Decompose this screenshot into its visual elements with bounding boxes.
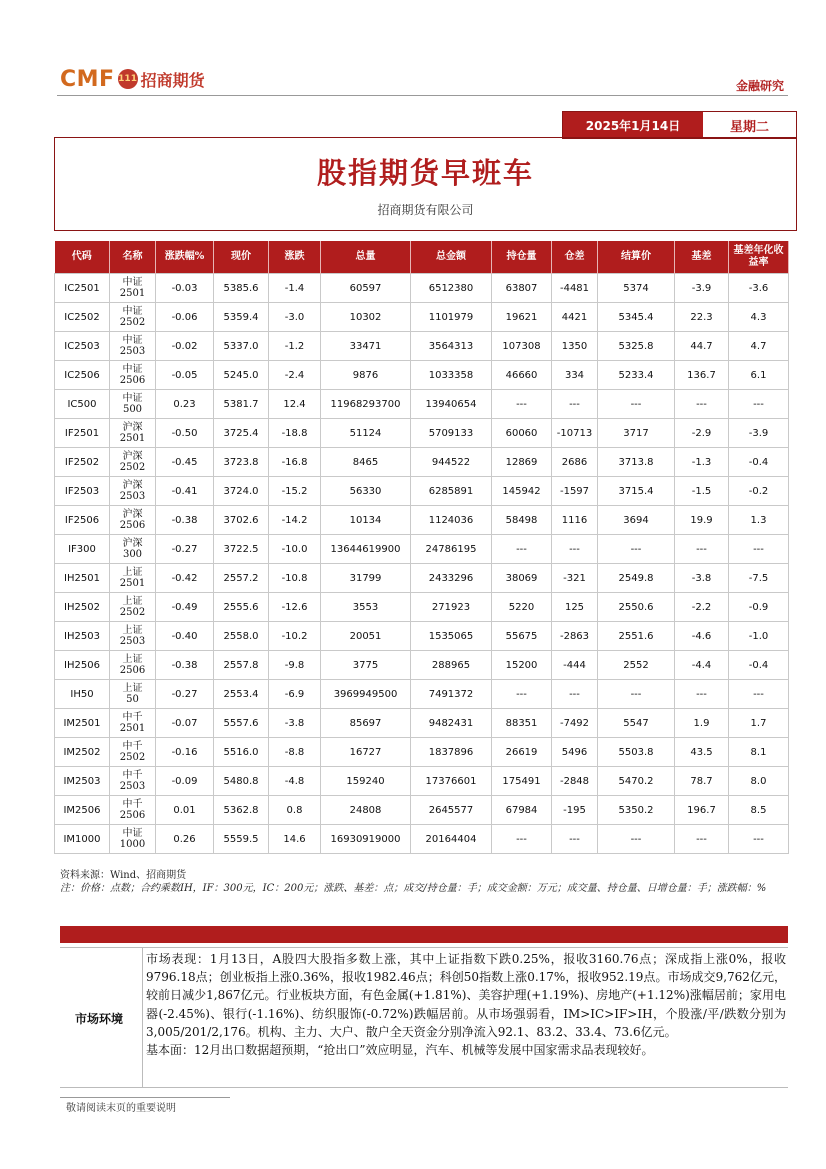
table-cell: 3724.0	[214, 477, 269, 506]
table-cell: -2.2	[675, 593, 729, 622]
table-cell: 44.7	[675, 332, 729, 361]
table-row	[55, 564, 789, 593]
table-cell: -0.45	[156, 448, 214, 477]
table-cell: ---	[729, 535, 789, 564]
table-cell: 107308	[492, 332, 552, 361]
table-cell: ---	[492, 390, 552, 419]
table-cell: 5516.0	[214, 738, 269, 767]
table-cell: 19621	[492, 303, 552, 332]
column-header: 基差	[675, 241, 729, 274]
table-row	[55, 303, 789, 332]
table-cell: -7492	[552, 709, 598, 738]
table-cell: 13940654	[411, 390, 492, 419]
table-cell: ---	[675, 535, 729, 564]
table-cell: IF2503	[55, 477, 110, 506]
table-cell: -0.41	[156, 477, 214, 506]
table-row	[55, 419, 789, 448]
table-cell: -14.2	[269, 506, 321, 535]
table-cell: 8.5	[729, 796, 789, 825]
table-cell: ---	[552, 680, 598, 709]
table-cell: 288965	[411, 651, 492, 680]
table-row	[55, 593, 789, 622]
table-cell: 上证 2506	[110, 651, 156, 680]
table-cell: 5233.4	[598, 361, 675, 390]
table-cell: -3.8	[675, 564, 729, 593]
column-header: 代码	[55, 241, 110, 274]
company-logo	[60, 64, 205, 94]
table-cell: -0.05	[156, 361, 214, 390]
table-cell: 2550.6	[598, 593, 675, 622]
table-cell: 16727	[321, 738, 411, 767]
table-cell: -1.0	[729, 622, 789, 651]
table-cell: 3717	[598, 419, 675, 448]
table-cell: IH2501	[55, 564, 110, 593]
table-cell: 中证 500	[110, 390, 156, 419]
table-cell: -0.27	[156, 535, 214, 564]
futures-table	[54, 241, 789, 854]
table-cell: 31799	[321, 564, 411, 593]
table-cell: 5337.0	[214, 332, 269, 361]
table-cell: 1535065	[411, 622, 492, 651]
table-cell: -0.50	[156, 419, 214, 448]
env-top-rule	[60, 947, 788, 948]
table-cell: 5220	[492, 593, 552, 622]
table-cell: 7491372	[411, 680, 492, 709]
table-cell: -1.3	[675, 448, 729, 477]
table-cell: 5350.2	[598, 796, 675, 825]
table-cell: 56330	[321, 477, 411, 506]
table-cell: 13644619900	[321, 535, 411, 564]
table-cell: 88351	[492, 709, 552, 738]
table-cell: IH2502	[55, 593, 110, 622]
table-cell: 2551.6	[598, 622, 675, 651]
table-cell: 上证 50	[110, 680, 156, 709]
table-cell: 3715.4	[598, 477, 675, 506]
table-cell: 196.7	[675, 796, 729, 825]
table-cell: 5345.4	[598, 303, 675, 332]
table-cell: 46660	[492, 361, 552, 390]
table-row	[55, 796, 789, 825]
table-cell: 0.23	[156, 390, 214, 419]
logo-cn-text: 招商期货	[140, 70, 205, 90]
table-cell: ---	[492, 825, 552, 854]
table-cell: IC500	[55, 390, 110, 419]
table-cell: 上证 2503	[110, 622, 156, 651]
table-cell: ---	[492, 535, 552, 564]
column-header: 总金额	[411, 241, 492, 274]
table-cell: -10.2	[269, 622, 321, 651]
table-cell: ---	[729, 390, 789, 419]
table-cell: 17376601	[411, 767, 492, 796]
column-header: 名称	[110, 241, 156, 274]
table-cell: -4.6	[675, 622, 729, 651]
table-cell: IC2503	[55, 332, 110, 361]
table-cell: 2433296	[411, 564, 492, 593]
table-cell: 5381.7	[214, 390, 269, 419]
table-cell: -12.6	[269, 593, 321, 622]
table-cell: 3553	[321, 593, 411, 622]
table-cell: 4.7	[729, 332, 789, 361]
table-cell: 2645577	[411, 796, 492, 825]
table-cell: 3564313	[411, 332, 492, 361]
table-cell: ---	[552, 535, 598, 564]
table-cell: ---	[598, 535, 675, 564]
table-cell: 1.3	[729, 506, 789, 535]
table-cell: 2557.8	[214, 651, 269, 680]
table-cell: IF2506	[55, 506, 110, 535]
table-cell: 中证 2501	[110, 274, 156, 303]
table-cell: 3713.8	[598, 448, 675, 477]
table-cell: IC2506	[55, 361, 110, 390]
table-cell: 中证 1000	[110, 825, 156, 854]
column-header: 仓差	[552, 241, 598, 274]
table-cell: 1350	[552, 332, 598, 361]
table-cell: -0.09	[156, 767, 214, 796]
table-cell: 5503.8	[598, 738, 675, 767]
table-cell: 5470.2	[598, 767, 675, 796]
table-cell: -0.38	[156, 651, 214, 680]
fundamentals-paragraph: 基本面：12月出口数据超预期，“抢出口”效应明显，汽车、机械等发展中国家需求品表现较好。	[146, 1043, 654, 1058]
table-cell: 145942	[492, 477, 552, 506]
table-cell: 沪深 2503	[110, 477, 156, 506]
table-cell: 1.7	[729, 709, 789, 738]
table-cell: -0.07	[156, 709, 214, 738]
table-cell: 85697	[321, 709, 411, 738]
table-cell: -0.40	[156, 622, 214, 651]
table-cell: 15200	[492, 651, 552, 680]
table-cell: -0.06	[156, 303, 214, 332]
table-cell: -0.38	[156, 506, 214, 535]
table-cell: 19.9	[675, 506, 729, 535]
table-cell: ---	[729, 680, 789, 709]
table-cell: 4421	[552, 303, 598, 332]
table-row	[55, 506, 789, 535]
column-header: 涨跌幅%	[156, 241, 214, 274]
table-cell: IM2506	[55, 796, 110, 825]
table-cell: 944522	[411, 448, 492, 477]
table-cell: -0.42	[156, 564, 214, 593]
table-cell: 33471	[321, 332, 411, 361]
table-cell: 26619	[492, 738, 552, 767]
table-cell: -15.2	[269, 477, 321, 506]
env-vertical-rule	[142, 947, 143, 1087]
table-cell: 60060	[492, 419, 552, 448]
table-cell: 2558.0	[214, 622, 269, 651]
page-title: 股指期货早班车	[316, 156, 534, 190]
table-cell: 55675	[492, 622, 552, 651]
table-row	[55, 535, 789, 564]
table-row	[55, 738, 789, 767]
column-header: 结算价	[598, 241, 675, 274]
table-row	[55, 651, 789, 680]
column-header: 基差年化收益率	[729, 241, 789, 274]
table-cell: 中证 2503	[110, 332, 156, 361]
table-cell: -0.27	[156, 680, 214, 709]
table-cell: -0.03	[156, 274, 214, 303]
table-cell: 3725.4	[214, 419, 269, 448]
table-cell: 2553.4	[214, 680, 269, 709]
table-cell: 10302	[321, 303, 411, 332]
table-cell: 0.8	[269, 796, 321, 825]
table-cell: 中千 2501	[110, 709, 156, 738]
table-cell: -2848	[552, 767, 598, 796]
table-cell: 中证 2502	[110, 303, 156, 332]
table-cell: 67984	[492, 796, 552, 825]
table-cell: -2863	[552, 622, 598, 651]
table-cell: -1.4	[269, 274, 321, 303]
table-cell: 78.7	[675, 767, 729, 796]
table-cell: 8465	[321, 448, 411, 477]
table-cell: -1.2	[269, 332, 321, 361]
table-cell: 51124	[321, 419, 411, 448]
table-cell: 125	[552, 593, 598, 622]
table-header-row	[55, 241, 789, 274]
table-cell: -6.9	[269, 680, 321, 709]
table-cell: 5709133	[411, 419, 492, 448]
table-row	[55, 680, 789, 709]
table-cell: 上证 2502	[110, 593, 156, 622]
table-cell: ---	[675, 390, 729, 419]
table-cell: 中千 2503	[110, 767, 156, 796]
table-cell: -10.0	[269, 535, 321, 564]
logo-text: CMF	[60, 66, 115, 92]
table-row	[55, 448, 789, 477]
table-cell: -4481	[552, 274, 598, 303]
table-cell: -3.0	[269, 303, 321, 332]
table-cell: IF2501	[55, 419, 110, 448]
table-cell: 沪深 2506	[110, 506, 156, 535]
table-cell: -0.02	[156, 332, 214, 361]
table-cell: -3.8	[269, 709, 321, 738]
table-cell: IM2502	[55, 738, 110, 767]
table-cell: IM2501	[55, 709, 110, 738]
table-cell: -16.8	[269, 448, 321, 477]
table-row	[55, 622, 789, 651]
footer-disclaimer: 敬请阅读末页的重要说明	[66, 1103, 176, 1114]
column-header: 现价	[214, 241, 269, 274]
table-cell: IH2503	[55, 622, 110, 651]
table-cell: -0.4	[729, 651, 789, 680]
table-cell: 12.4	[269, 390, 321, 419]
table-cell: ---	[552, 825, 598, 854]
table-cell: -0.4	[729, 448, 789, 477]
table-cell: 1837896	[411, 738, 492, 767]
footer-divider	[60, 1097, 230, 1098]
table-cell: 6285891	[411, 477, 492, 506]
table-cell: IM2503	[55, 767, 110, 796]
table-row	[55, 361, 789, 390]
table-cell: 5362.8	[214, 796, 269, 825]
table-cell: 沪深 2501	[110, 419, 156, 448]
table-cell: 5557.6	[214, 709, 269, 738]
table-cell: 2557.2	[214, 564, 269, 593]
table-cell: IF2502	[55, 448, 110, 477]
table-cell: 14.6	[269, 825, 321, 854]
table-cell: 1124036	[411, 506, 492, 535]
table-cell: -9.8	[269, 651, 321, 680]
table-cell: 5547	[598, 709, 675, 738]
table-cell: -0.2	[729, 477, 789, 506]
table-cell: IF300	[55, 535, 110, 564]
table-cell: 5385.6	[214, 274, 269, 303]
table-row	[55, 767, 789, 796]
table-cell: 6512380	[411, 274, 492, 303]
table-cell: -0.9	[729, 593, 789, 622]
table-cell: -2.4	[269, 361, 321, 390]
table-cell: 24786195	[411, 535, 492, 564]
table-cell: -3.9	[675, 274, 729, 303]
table-cell: -195	[552, 796, 598, 825]
table-cell: 6.1	[729, 361, 789, 390]
header-divider	[57, 95, 788, 96]
table-body	[55, 274, 789, 854]
table-cell: 中千 2502	[110, 738, 156, 767]
table-cell: 2555.6	[214, 593, 269, 622]
company-name: 招商期货有限公司	[377, 203, 474, 217]
market-commentary	[146, 950, 786, 1059]
table-cell: 沪深 300	[110, 535, 156, 564]
table-cell: ---	[598, 390, 675, 419]
table-cell: 175491	[492, 767, 552, 796]
table-cell: IH50	[55, 680, 110, 709]
table-cell: 12869	[492, 448, 552, 477]
table-row	[55, 825, 789, 854]
table-cell: ---	[675, 680, 729, 709]
report-date: 2025年1月14日	[563, 112, 703, 138]
table-cell: -2.9	[675, 419, 729, 448]
table-cell: -0.49	[156, 593, 214, 622]
table-cell: 1033358	[411, 361, 492, 390]
table-cell: -3.6	[729, 274, 789, 303]
market-env-label: 市场环境	[74, 1012, 123, 1026]
section-label: 金融研究	[735, 79, 784, 93]
table-cell: -7.5	[729, 564, 789, 593]
table-cell: 沪深 2502	[110, 448, 156, 477]
table-cell: 24808	[321, 796, 411, 825]
column-header: 总量	[321, 241, 411, 274]
table-cell: 0.01	[156, 796, 214, 825]
table-row	[55, 709, 789, 738]
table-cell: ---	[675, 825, 729, 854]
table-cell: 1.9	[675, 709, 729, 738]
table-cell: 3722.5	[214, 535, 269, 564]
market-performance-paragraph: 市场表现：1月13日，A股四大股指多数上涨，其中上证指数下跌0.25%，报收3160.76点；深成指上涨0%，报收9796.18点；创业板指上涨0.36%，报收1982.46点；科创50指数上涨0.17%，报收952.19点。市场成交9,762亿元，较前日减少1,867亿元。行业板块方面，有色金属(+1.81%)、美容护理(+1.19%)、房地产(+1.12%)涨幅居前；家用电器(-2.45%)、银行(-1.16%)、纺织服饰(-0.72%)跌幅居前。从市场强弱看，IM>IC>IF>IH，个股涨/平/跌数分别为3,005/201/2,176。机构、主力、大户、散户全天资金分别净流入92.1、83.2、33.4、73.6亿元。	[146, 952, 786, 1039]
table-cell: 3969949500	[321, 680, 411, 709]
table-cell: 1101979	[411, 303, 492, 332]
table-cell: 20051	[321, 622, 411, 651]
table-cell: 8.1	[729, 738, 789, 767]
table-cell: 上证 2501	[110, 564, 156, 593]
table-cell: ---	[552, 390, 598, 419]
table-cell: -10713	[552, 419, 598, 448]
source-note: 资料来源：Wind、招商期货	[60, 870, 187, 881]
table-cell: 20164404	[411, 825, 492, 854]
table-cell: 4.3	[729, 303, 789, 332]
table-cell: ---	[729, 825, 789, 854]
table-cell: ---	[598, 825, 675, 854]
table-cell: -444	[552, 651, 598, 680]
title-box	[54, 137, 797, 231]
table-cell: 11968293700	[321, 390, 411, 419]
table-cell: 10134	[321, 506, 411, 535]
table-cell: 5374	[598, 274, 675, 303]
table-cell: ---	[492, 680, 552, 709]
table-cell: 5245.0	[214, 361, 269, 390]
table-cell: 63807	[492, 274, 552, 303]
table-cell: 5325.8	[598, 332, 675, 361]
table-cell: 9876	[321, 361, 411, 390]
table-cell: 3702.6	[214, 506, 269, 535]
column-header: 涨跌	[269, 241, 321, 274]
table-cell: -18.8	[269, 419, 321, 448]
table-cell: 38069	[492, 564, 552, 593]
table-cell: 9482431	[411, 709, 492, 738]
table-cell: IC2501	[55, 274, 110, 303]
table-cell: -4.4	[675, 651, 729, 680]
table-cell: 334	[552, 361, 598, 390]
table-cell: -1.5	[675, 477, 729, 506]
table-cell: -0.16	[156, 738, 214, 767]
table-cell: 5559.5	[214, 825, 269, 854]
table-cell: 5480.8	[214, 767, 269, 796]
table-cell: 3775	[321, 651, 411, 680]
table-cell: IC2502	[55, 303, 110, 332]
table-row	[55, 332, 789, 361]
table-cell: 中千 2506	[110, 796, 156, 825]
table-cell: 16930919000	[321, 825, 411, 854]
table-cell: 2686	[552, 448, 598, 477]
table-cell: -4.8	[269, 767, 321, 796]
table-row	[55, 477, 789, 506]
table-cell: 58498	[492, 506, 552, 535]
env-bottom-rule	[60, 1087, 788, 1088]
table-cell: 5496	[552, 738, 598, 767]
table-cell: 136.7	[675, 361, 729, 390]
section-divider-band	[60, 926, 788, 943]
table-cell: -1597	[552, 477, 598, 506]
table-cell: 3694	[598, 506, 675, 535]
report-weekday: 星期二	[729, 119, 769, 135]
table-cell: 3723.8	[214, 448, 269, 477]
units-note: 注：价格：点数；合约乘数IH，IF：300元，IC：200元；涨跌、基差：点；成交/持仓量：手；成交金额：万元；成交量、持仓量、日增仓量：手；涨跌幅：%	[60, 883, 767, 894]
table-cell: 271923	[411, 593, 492, 622]
table-cell: 中证 2506	[110, 361, 156, 390]
table-row	[55, 274, 789, 303]
table-cell: 8.0	[729, 767, 789, 796]
table-cell: ---	[598, 680, 675, 709]
table-row	[55, 390, 789, 419]
table-cell: IH2506	[55, 651, 110, 680]
table-cell: 159240	[321, 767, 411, 796]
table-cell: -10.8	[269, 564, 321, 593]
table-cell: 2552	[598, 651, 675, 680]
table-cell: 60597	[321, 274, 411, 303]
date-bar	[562, 111, 797, 139]
table-cell: 43.5	[675, 738, 729, 767]
column-header: 持仓量	[492, 241, 552, 274]
table-cell: 22.3	[675, 303, 729, 332]
table-cell: 5359.4	[214, 303, 269, 332]
logo-badge-icon: 111	[118, 69, 138, 89]
table-cell: -321	[552, 564, 598, 593]
table-cell: 1116	[552, 506, 598, 535]
table-cell: IM1000	[55, 825, 110, 854]
table-cell: 2549.8	[598, 564, 675, 593]
table-cell: -3.9	[729, 419, 789, 448]
table-cell: 0.26	[156, 825, 214, 854]
table-cell: -8.8	[269, 738, 321, 767]
